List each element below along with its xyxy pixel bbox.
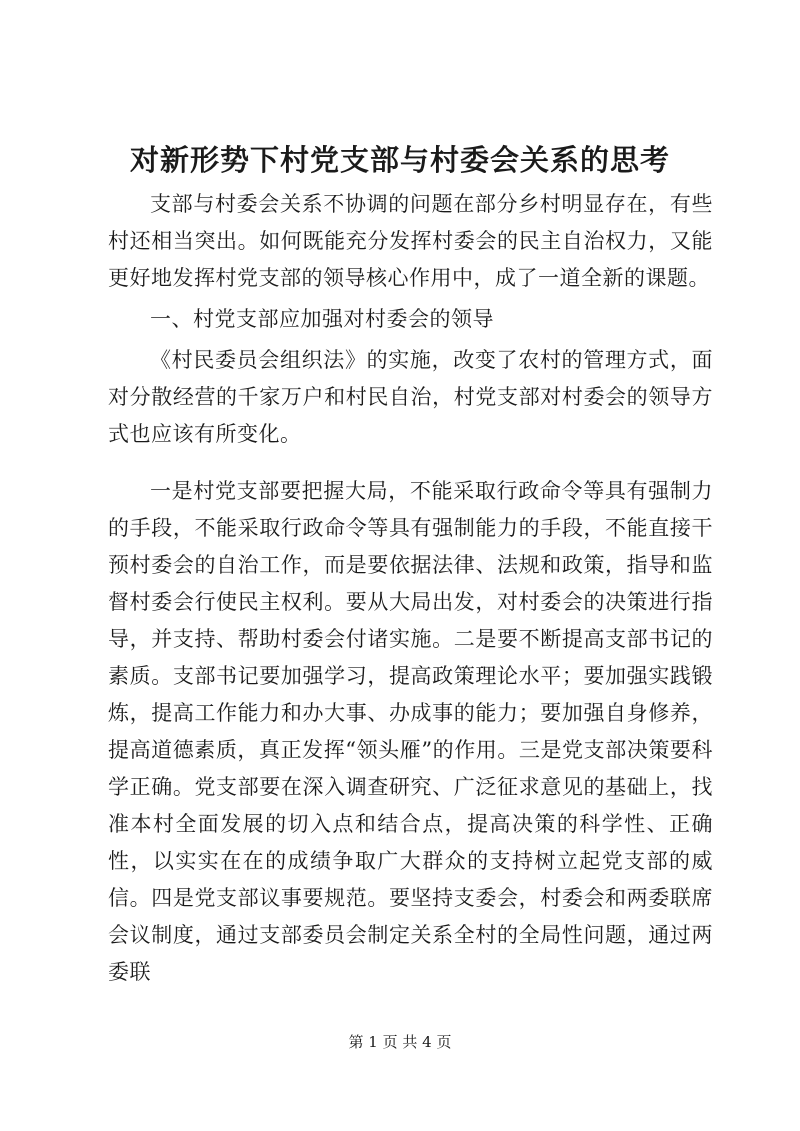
page-footer: 第 1 页 共 4 页: [348, 1033, 452, 1051]
document-body: [108, 186, 713, 991]
paragraph-measures: 一是村党支部要把握大局，不能采取行政命令等具有强制力的手段，不能采取行政命令等具有强制能力的手段，不能直接干预村委会的自治工作，而是要依据法律、法规和政策，指导和监督村委会行使民主权利。要从大局出发，对村委会的决策进行指导，并支持、帮助村委会付诸实施。二是要不断提高支部书记的素质。支部书记要加强学习，提高政策理论水平；要加强实践锻炼，提高工作能力和办大事、办成事的能力；要加强自身修养，提高道德素质，真正发挥“领头雁”的作用。三是党支部决策要科学正确。党支部要在深入调查研究、广泛征求意见的基础上，找准本村全面发展的切入点和结合点，提高决策的科学性、正确性，以实实在在的成绩争取广大群众的支持树立起党支部的威信。四是党支部议事要规范。要坚持支委会，村委会和两委联席会议制度，通过支部委员会制定关系全村的全局性问题，通过两委联: [108, 479, 713, 984]
document-title: 对新形势下村党支部与村委会关系的思考: [129, 143, 670, 177]
section-heading-1: 一、村党支部应加强对村委会的领导: [150, 307, 494, 331]
paragraph-organization-law: 《村民委员会组织法》的实施，改变了农村的管理方式，面对分散经营的千家万户和村民自治，村党支部对村委会的领导方式也应该有所变化。: [108, 348, 713, 446]
paragraph-intro: 支部与村委会关系不协调的问题在部分乡村明显存在，有些村还相当突出。如何既能充分发挥村委会的民主自治权力，又能更好地发挥村党支部的领导核心作用中，成了一道全新的课题。: [108, 192, 713, 290]
